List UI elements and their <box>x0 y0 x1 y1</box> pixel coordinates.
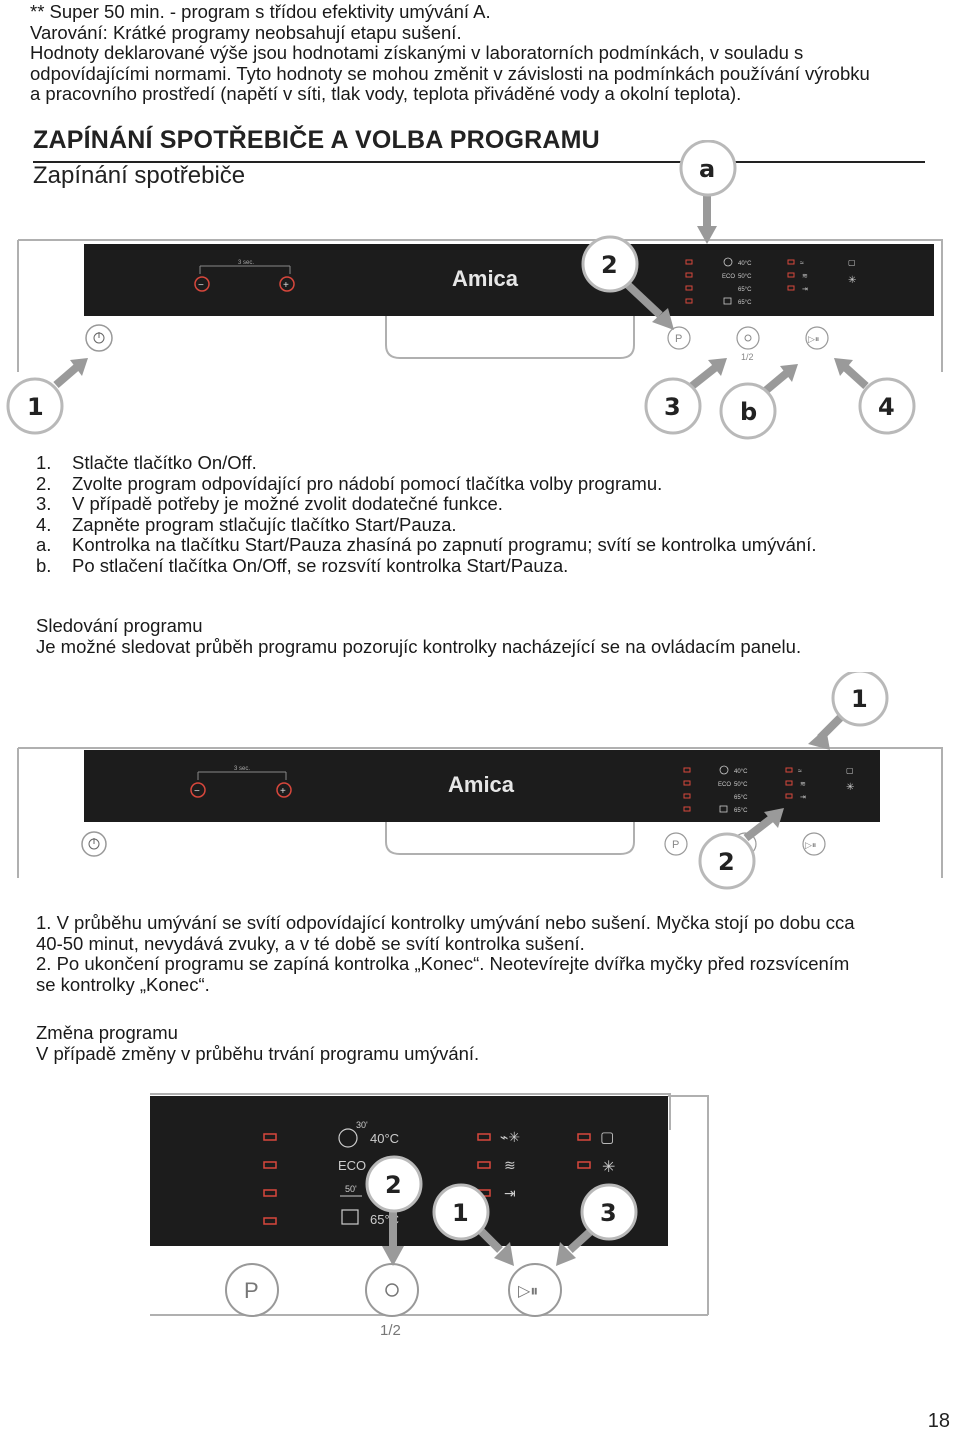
callout-a: a <box>699 155 716 183</box>
list-item: b. Po stlačení tlačítka On/Off, se rozsvítí kontrolka Start/Pauza. <box>36 554 569 576</box>
heat-icon: ≋ <box>800 781 806 788</box>
spray-icon: ≈ <box>800 260 804 267</box>
callout-2: 2 <box>385 1171 402 1199</box>
list-item: 2. Zvolte program odpovídající pro nádobí pomocí tlačítka volby programu. <box>36 472 663 494</box>
svg-text:65°C: 65°C <box>734 795 748 801</box>
snowflake-icon: ✳ <box>848 275 857 286</box>
tablet-icon: ▢ <box>846 766 854 775</box>
note-line: 1. V průběhu umývání se svítí odpovídající kontrolky umývání nebo sušení. Myčka stojí po dobu cca <box>36 912 855 933</box>
svg-text:65°C: 65°C <box>734 808 748 814</box>
intro-line: Varování: Krátké programy neobsahují etapu sušení. <box>30 21 462 43</box>
svg-text:−: − <box>194 786 200 797</box>
note-line: se kontrolky „Konec“. <box>36 973 210 995</box>
play-pause-icon: ▷⏸ <box>518 1283 539 1300</box>
brand-logo: Amica <box>452 266 519 291</box>
play-pause-icon: ▷⏸ <box>805 840 817 850</box>
subsection-title: Zapínání spotřebiče <box>33 162 246 189</box>
list-item: 1. Stlačte tlačítko On/Off. <box>36 452 257 473</box>
svg-text:ECO: ECO <box>722 274 736 280</box>
tablet-icon: ▢ <box>848 258 856 267</box>
spray-icon: ≈ <box>798 768 802 775</box>
tablet-icon: ▢ <box>600 1129 615 1146</box>
svg-text:40°C: 40°C <box>370 1131 400 1146</box>
svg-text:ECO: ECO <box>718 782 732 788</box>
svg-text:50°C: 50°C <box>738 274 752 280</box>
svg-text:65°C: 65°C <box>370 1212 400 1227</box>
section-title: ZAPÍNÁNÍ SPOTŘEBIČE A VOLBA PROGRAMU <box>33 126 600 154</box>
control-panel-diagram-3 <box>0 1090 960 1370</box>
half-load-label: 1/2 <box>380 1322 401 1339</box>
monitoring-notes <box>36 913 936 995</box>
callout-2: 2 <box>718 848 735 876</box>
callout-3: 3 <box>664 393 681 421</box>
page-number: 18 <box>927 1410 950 1432</box>
intro-line: odpovídajícími normami. Tyto hodnoty se mohou změnit v závislosti na podmínkách používání výrobku <box>30 62 870 84</box>
svg-text:P: P <box>244 1278 259 1303</box>
callout-2: 2 <box>601 251 618 279</box>
svg-text:+: + <box>280 786 286 797</box>
sec-label: 3 sec. <box>238 260 255 266</box>
svg-text:65°C: 65°C <box>738 287 752 293</box>
callout-1: 1 <box>27 393 44 421</box>
svg-text:P: P <box>675 333 683 345</box>
time-50-label: 50' <box>345 1184 357 1194</box>
intro-line: ** Super 50 min. - program s třídou efektivity umývání A. <box>30 1 491 22</box>
change-block <box>36 1023 936 1064</box>
brand-logo: Amica <box>448 772 515 797</box>
monitoring-text: Je možné sledovat průběh programu pozorujíc kontrolky nacházející se na ovládacím panelu. <box>36 635 802 657</box>
heat-icon: ≋ <box>504 1157 516 1173</box>
snowflake-icon: ✳ <box>846 782 855 793</box>
steps-block <box>36 453 936 577</box>
intro-text <box>30 2 930 105</box>
end-icon: ⇥ <box>504 1185 516 1201</box>
callout-4: 4 <box>878 393 895 421</box>
note-line: 40-50 minut, nevydává zvuky, a v té době se svítí kontrolka sušení. <box>36 932 585 954</box>
callout-1: 1 <box>452 1199 469 1227</box>
svg-text:−: − <box>198 280 204 291</box>
steps-list <box>36 453 936 577</box>
half-load-label: 1/2 <box>741 352 754 362</box>
callout-3: 3 <box>600 1199 617 1227</box>
note-line: 2. Po ukončení programu se zapíná kontrolka „Konec“. Neotevírejte dvířka myčky před rozsvícením <box>36 953 850 975</box>
svg-text:50°C: 50°C <box>734 782 748 788</box>
svg-text:40°C: 40°C <box>738 261 752 267</box>
list-item: 3. V případě potřeby je možné zvolit dodatečné funkce. <box>36 493 503 515</box>
time-30-label: 30' <box>356 1120 368 1130</box>
change-title: Změna programu <box>36 1022 178 1043</box>
intro-line: Hodnoty deklarované výše jsou hodnotami získanými v laboratorních podmínkách, v souladu s <box>30 42 804 64</box>
svg-text:65°C: 65°C <box>738 300 752 306</box>
heat-icon: ≋ <box>802 273 808 280</box>
intro-line: a pracovního prostředí (napětí v síti, tlak vody, teplota přiváděné vody a okolní teplota). <box>30 83 742 105</box>
list-item: a. Kontrolka na tlačítku Start/Pauza zhasíná po zapnutí programu; svítí se kontrolka umývání. <box>36 534 817 556</box>
end-icon: ⇥ <box>800 794 806 801</box>
svg-text:+: + <box>283 280 289 291</box>
spray-icon: ⌁✳ <box>500 1129 521 1145</box>
change-text: V případě změny v průběhu trvání programu umývání. <box>36 1042 480 1064</box>
svg-text:ECO: ECO <box>338 1158 367 1173</box>
snowflake-icon: ✳ <box>602 1159 616 1176</box>
svg-text:40°C: 40°C <box>734 769 748 775</box>
control-panel-diagram-2 <box>0 672 960 892</box>
list-item: 4. Zapněte program stlačujíc tlačítko Start/Pauza. <box>36 513 457 535</box>
svg-text:P: P <box>672 839 680 851</box>
callout-1: 1 <box>851 685 868 713</box>
monitoring-block <box>36 616 936 657</box>
option-button[interactable] <box>366 1264 418 1316</box>
end-icon: ⇥ <box>802 286 808 293</box>
callout-b: b <box>740 398 758 426</box>
option-button[interactable] <box>737 327 759 349</box>
monitoring-title: Sledování programu <box>36 615 203 636</box>
svg-text:3 sec.: 3 sec. <box>234 766 251 772</box>
play-pause-icon: ▷⏸ <box>808 334 820 344</box>
